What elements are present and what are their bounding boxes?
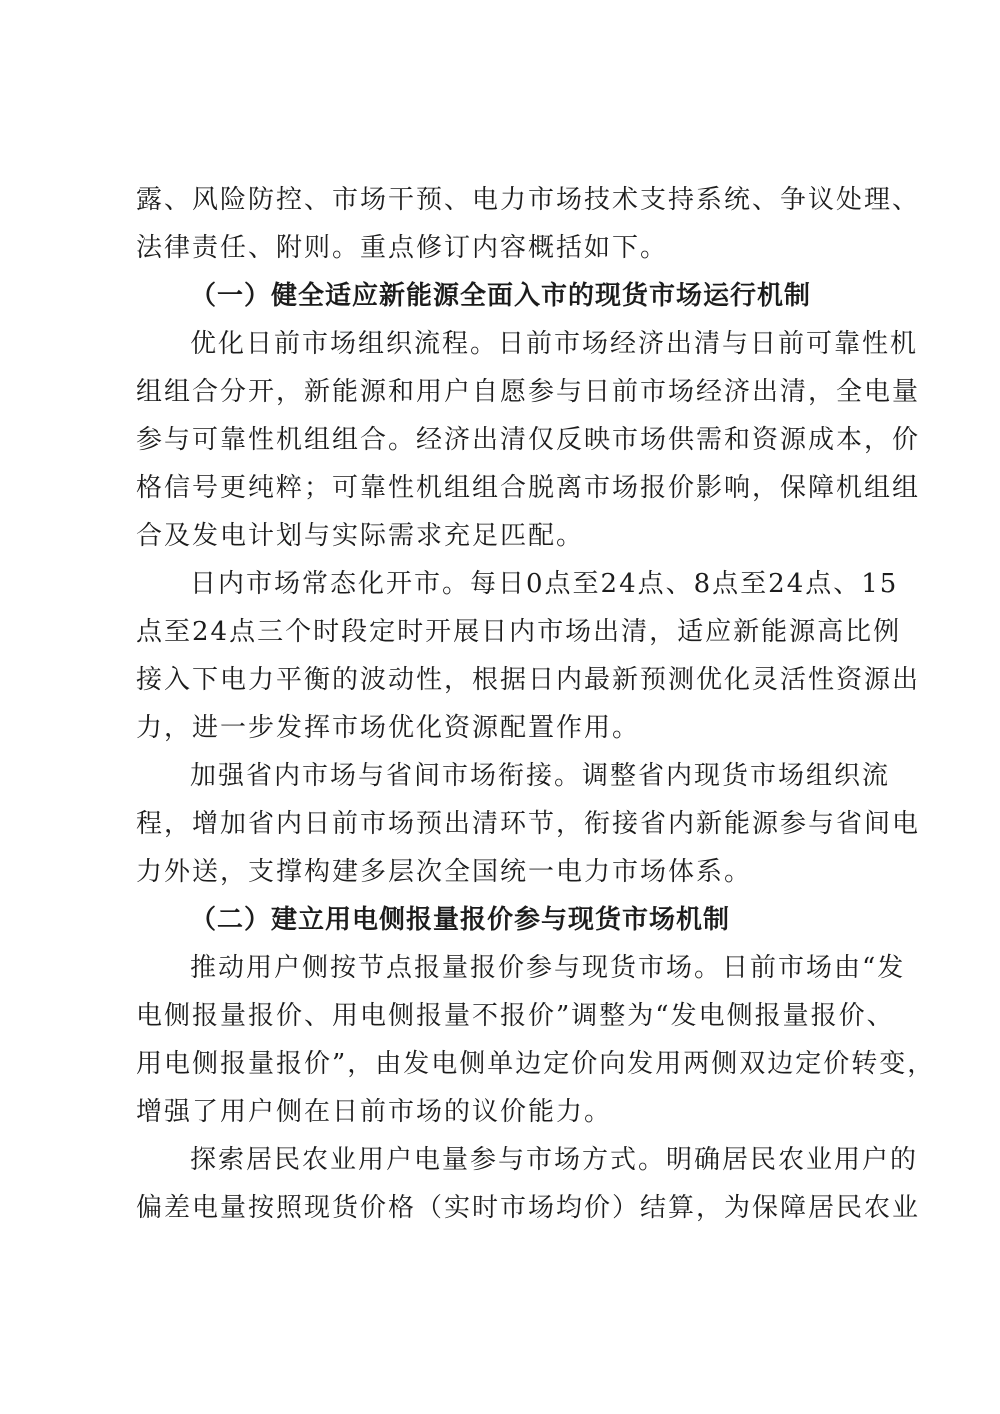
body-line: 程，增加省内日前市场预出清环节，衔接省内新能源参与省间电	[136, 809, 921, 839]
body-line: 偏差电量按照现货价格（实时市场均价）结算，为保障居民农业	[136, 1193, 921, 1223]
body-line: 参与可靠性机组组合。经济出清仅反映市场供需和资源成本，价	[136, 425, 921, 455]
body-line: 合及发电计划与实际需求充足匹配。	[136, 521, 585, 551]
section-heading-2: （二）建立用电侧报量报价参与现货市场机制	[190, 905, 731, 935]
document-body	[136, 176, 936, 1232]
paragraph-start: 日内市场常态化开市。每日0点至24点、8点至24点、15	[190, 569, 899, 599]
body-line: 力外送，支撑构建多层次全国统一电力市场体系。	[136, 857, 753, 887]
paragraph-start: 加强省内市场与省间市场衔接。调整省内现货市场组织流	[190, 761, 891, 791]
body-line: 组组合分开，新能源和用户自愿参与日前市场经济出清，全电量	[136, 377, 921, 407]
body-line: 力，进一步发挥市场优化资源配置作用。	[136, 713, 641, 743]
section-heading-1: （一）健全适应新能源全面入市的现货市场运行机制	[190, 281, 812, 311]
paragraph-start: 优化日前市场组织流程。日前市场经济出清与日前可靠性机	[190, 329, 919, 359]
body-line: 电侧报量报价、用电侧报量不报价”调整为“发电侧报量报价、	[136, 1001, 895, 1031]
paragraph-start: 推动用户侧按节点报量报价参与现货市场。日前市场由“发	[190, 953, 906, 983]
paragraph-start: 探索居民农业用户电量参与市场方式。明确居民农业用户的	[190, 1145, 919, 1175]
body-line: 用电侧报量报价”，由发电侧单边定价向发用两侧双边定价转变，	[136, 1049, 936, 1079]
body-line: 接入下电力平衡的波动性，根据日内最新预测优化灵活性资源出	[136, 665, 921, 695]
body-line: 格信号更纯粹；可靠性机组组合脱离市场报价影响，保障机组组	[136, 473, 921, 503]
body-line: 增强了用户侧在日前市场的议价能力。	[136, 1097, 613, 1127]
body-line: 露、风险防控、市场干预、电力市场技术支持系统、争议处理、	[136, 185, 921, 215]
body-line: 法律责任、附则。重点修订内容概括如下。	[136, 233, 669, 263]
body-line: 点至24点三个时段定时开展日内市场出清，适应新能源高比例	[136, 617, 902, 647]
